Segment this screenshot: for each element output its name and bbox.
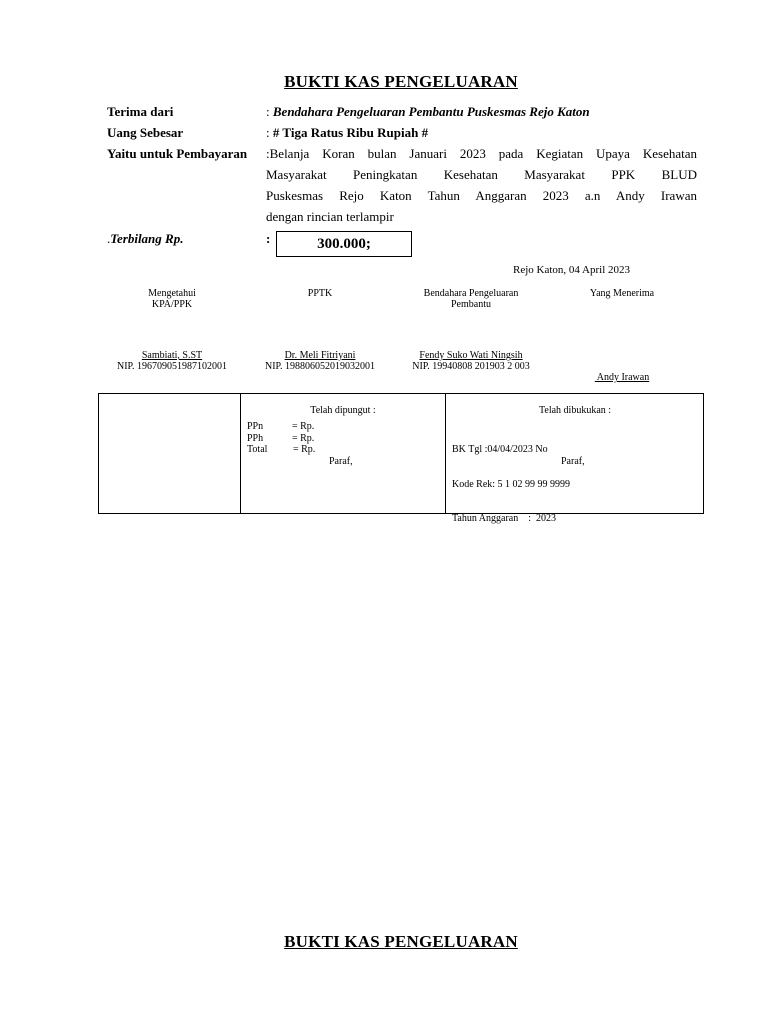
terima-dari-label: Terima dari <box>107 104 174 119</box>
dipungut-row <box>247 444 315 456</box>
terbilang-label-text: Terbilang Rp. <box>110 231 184 246</box>
dipungut-title: Telah dipungut : <box>310 405 376 416</box>
place-date: Rejo Katon, 04 April 2023 <box>513 264 631 276</box>
dibukukan-title: Telah dibukukan : <box>538 405 612 416</box>
uang-sebesar-label: Uang Sebesar <box>107 125 184 140</box>
dipungut-row-label: PPh <box>247 432 264 444</box>
signatory-name: Dr. Meli Fitriyani <box>284 350 356 361</box>
dipungut-rows <box>247 421 315 456</box>
role-line: Pembantu <box>451 299 491 310</box>
signatory-penerima <box>562 350 682 394</box>
dipungut-row <box>247 433 315 445</box>
role-line: Mengetahui <box>148 288 196 299</box>
signatory-role-pptk <box>260 288 380 299</box>
signatory-name: Sambiati, S.ST <box>141 350 203 361</box>
signatory-nip: NIP. 196709051987102001 <box>116 361 227 372</box>
dibukukan-paraf: Paraf, <box>561 456 585 467</box>
role-line: Yang Menerima <box>589 288 655 299</box>
dibukukan-lines <box>452 421 570 548</box>
pembayaran-line: :Belanja Koran bulan Januari 2023 pada Kegiatan Upaya Kesehatan <box>266 146 697 161</box>
document-title: BUKTI KAS PENGELUARAN <box>284 72 518 91</box>
signatory-name: Fendy Suko Wati Ningsih <box>419 350 523 361</box>
signatory-nip: NIP. 19940808 201903 2 003 <box>412 361 530 372</box>
signatory-role-penerima <box>562 288 682 299</box>
signatory-pptk <box>250 350 390 372</box>
dibukukan-line: Kode Rek: 5 1 02 99 99 9999 <box>452 478 571 490</box>
signatory-name: Andy Irawan <box>594 372 650 383</box>
verification-box <box>98 393 704 524</box>
terbilang-colon: : <box>266 231 271 246</box>
signatory-kpa <box>102 350 242 372</box>
signatory-nip: NIP. 198806052019032001 <box>264 361 375 372</box>
dibukukan-line: BK Tgl :04/04/2023 No <box>452 444 548 455</box>
dipungut-row-label: PPn <box>247 421 264 432</box>
dipungut-paraf: Paraf, <box>329 456 353 467</box>
signatory-role-bendahara <box>406 288 536 310</box>
dipungut-row-label: Total <box>247 444 268 455</box>
terima-dari-text: Bendahara Pengeluaran Pembantu Puskesmas Rejo Katon <box>272 104 590 119</box>
dibukukan-line: Tahun Anggaran : 2023 <box>452 513 557 524</box>
terima-dari-value: : Bendahara Pengeluaran Pembantu Puskesmas Rejo Katon <box>266 104 590 119</box>
terbilang-label: .Terbilang Rp. <box>107 231 184 246</box>
dipungut-row <box>247 421 315 433</box>
dipungut-row-value: = Rp. <box>293 444 316 455</box>
role-line: Bendahara Pengeluaran <box>423 288 519 299</box>
signatory-bendahara <box>398 350 544 372</box>
pembayaran-line-text: Belanja Koran bulan Januari 2023 pada Kegiatan Upaya Kesehatan <box>269 146 697 161</box>
dipungut-row-value: = Rp. <box>292 432 315 444</box>
pembayaran-line: dengan rincian terlampir <box>266 209 394 224</box>
uang-sebesar-value: : # Tiga Ratus Ribu Rupiah # <box>266 125 429 140</box>
role-line: KPA/PPK <box>151 299 193 310</box>
second-document-title: BUKTI KAS PENGELUARAN <box>284 932 518 951</box>
pembayaran-line: Masyarakat Peningkatan Kesehatan Masyarakat PPK BLUD <box>266 167 697 182</box>
pembayaran-text <box>266 143 697 227</box>
pembayaran-line: Puskesmas Rejo Katon Tahun Anggaran 2023 a.n Andy Irawan <box>266 188 697 203</box>
signatory-role-kpa <box>112 288 232 310</box>
dipungut-row-value: = Rp. <box>292 421 315 432</box>
amount-box: 300.000; <box>276 231 412 257</box>
pembayaran-label: Yaitu untuk Pembayaran <box>107 146 248 161</box>
role-line: PPTK <box>307 288 333 299</box>
uang-sebesar-text: # Tiga Ratus Ribu Rupiah # <box>272 125 429 140</box>
